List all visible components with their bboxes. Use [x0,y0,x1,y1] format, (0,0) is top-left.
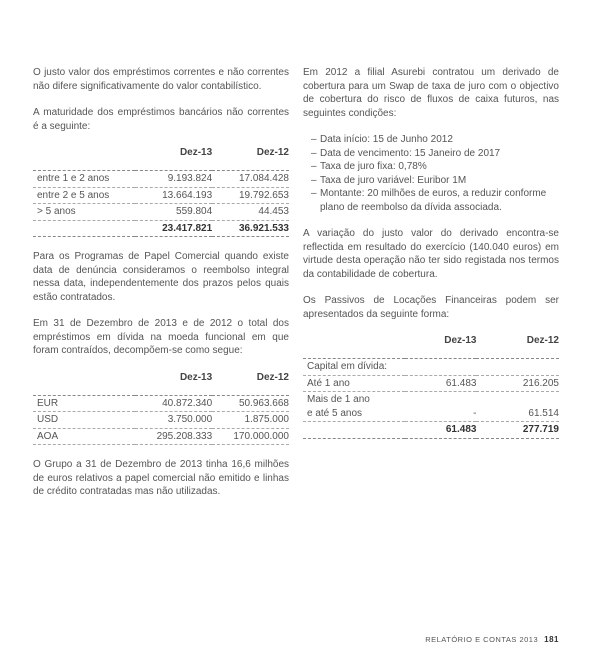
list-item: – Taxa de juro fixa: 0,78% [311,160,559,174]
col-header-dez13: Dez-13 [444,335,477,346]
col-header-dez12: Dez-12 [526,335,559,346]
table-section-row: Capital em dívida: [303,359,559,376]
table-total-row: 61.483 277.719 [303,422,559,439]
swap-conditions-list [303,133,559,214]
paragraph-commercial-paper: Para os Programas de Papel Comercial quando existe data de denúncia consideramos o reembolso integral nessa data, independentemente dos prazos pelos quais estão contratados. [33,251,289,303]
table-row: > 5 anos 559.804 44.453 [33,204,289,221]
table-row: EUR 40.872.340 50.963.668 [33,395,289,412]
list-item: – Montante: 20 milhões de euros, a reduzir conforme plano de reembolso da dívida associada. [311,187,559,214]
table-total-row: 23.417.821 36.921.533 [33,220,289,237]
maturity-table [33,146,289,237]
col-header-dez13: Dez-13 [179,371,213,383]
paragraph-maturity-intro: A maturidade dos empréstimos bancários não correntes é a seguinte: [33,107,289,132]
col-header-dez13: Dez-13 [179,147,213,158]
paragraph-group-credit: O Grupo a 31 de Dezembro de 2013 tinha 16,6 milhões de euros relativos a papel comercial não emitido e linhas de crédito contratadas mas não utilizadas. [33,459,289,497]
page-number: 181 [544,635,559,644]
paragraph-leases-intro: Os Passivos de Locações Financeiras podem ser apresentados da seguinte forma: [303,295,559,320]
currency-table [33,371,289,446]
list-item: – Data de vencimento: 15 Janeiro de 2017 [311,147,559,161]
leases-table [303,334,559,439]
table-row: Mais de 1 ano e até 5 anos - 61.514 [303,392,559,422]
table-row: entre 1 e 2 anos 9.193.824 17.084.428 [33,171,289,188]
footer-label: RELATÓRIO E CONTAS 2013 [425,635,539,644]
paragraph-fair-value: O justo valor dos empréstimos correntes e não correntes não difere significativamente do valor contabilístico. [33,67,289,92]
table-row: USD 3.750.000 1.875.000 [33,412,289,429]
left-column [33,66,289,512]
col-header-dez12: Dez-12 [256,371,289,383]
list-item: – Taxa de juro variável: Euribor 1M [311,174,559,188]
paragraph-currency-intro: Em 31 de Dezembro de 2013 e de 2012 o total dos empréstimos em dívida na moeda funcional em que foram contraídos, decompõem-se como segue: [33,318,289,356]
paragraph-swap-intro: Em 2012 a filial Asurebi contratou um derivado de cobertura para um Swap de taxa de juro com o objectivo de cobertura do risco de fluxos de caixa futuros, nas seguintes condições: [303,67,559,119]
paragraph-fair-value-change: A variação do justo valor do derivado encontra-se reflectida em resultado do exercício (140.040 euros) em virtude desta operação não ter sido registada nos termos da contabilidade de cobertura. [303,228,559,280]
col-header-dez12: Dez-12 [256,147,289,158]
table-row: entre 2 e 5 anos 13.664.193 19.792.653 [33,187,289,204]
table-row: Até 1 ano 61.483 216.205 [303,375,559,392]
right-column [303,66,559,452]
page-footer [425,635,559,644]
table-row: AOA 295.208.333 170.000.000 [33,428,289,445]
list-item: – Data início: 15 de Junho 2012 [311,133,559,147]
